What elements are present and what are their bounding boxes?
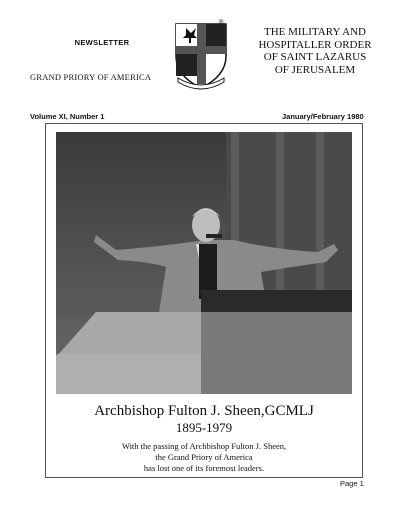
caption-line: has lost one of its foremost leaders. [143,463,265,473]
volume-number: Volume XI, Number 1 [30,112,105,121]
order-title-line: THE MILITARY AND [264,26,366,38]
svg-text:®: ® [219,20,224,26]
caption-line: the Grand Priory of America [155,452,253,462]
feature-caption [70,441,338,474]
feature-title: Archbishop Fulton J. Sheen,GCMLJ [94,403,314,419]
order-crest-icon [170,18,232,92]
feature-years: 1895-1979 [175,420,233,435]
order-title-line: OF JERUSALEM [274,63,356,76]
order-title [250,26,380,76]
newsletter-label: NEWSLETTER [74,38,130,47]
caption-line: With the passing of Archbishop Fulton J. Sheen, [121,441,287,451]
archbishop-photo [56,132,352,394]
priory-label: GRAND PRIORY OF AMERICA [30,72,152,82]
order-title-line: HOSPITALLER ORDER [258,38,372,51]
page-number: Page 1 [340,479,364,488]
order-title-line: OF SAINT LAZARUS [263,51,367,63]
issue-date: January/February 1980 [282,112,364,121]
